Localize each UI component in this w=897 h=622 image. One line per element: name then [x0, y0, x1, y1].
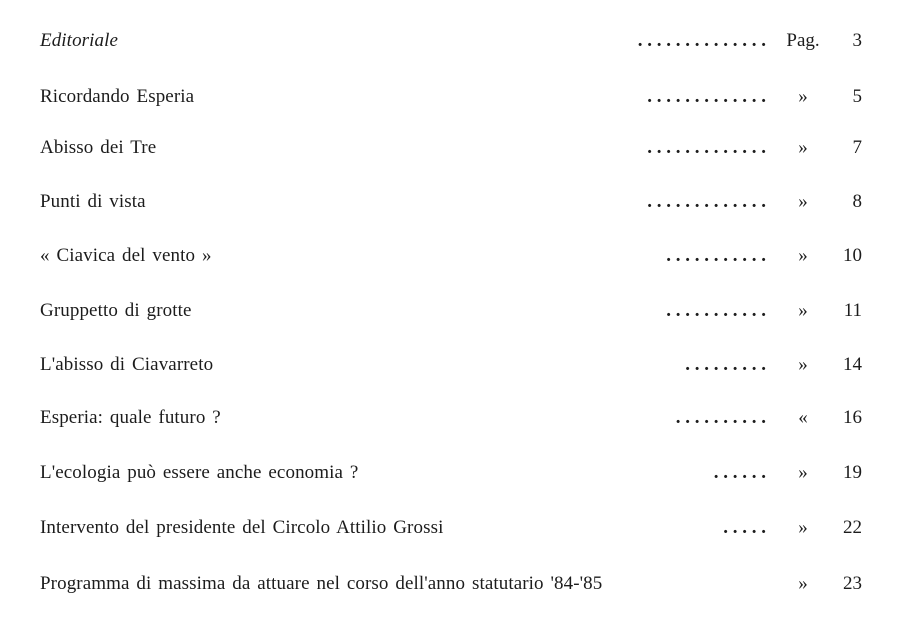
dot-leader: . . . . . . . . . . . . .	[647, 137, 766, 158]
ditto-mark: »	[798, 86, 808, 107]
dot-leader: . . . . . . . . . .	[675, 407, 766, 428]
page-number: 3	[852, 30, 862, 51]
page-marker: Pag.	[786, 30, 820, 51]
toc-entry-editoriale	[40, 26, 862, 56]
ditto-mark: «	[798, 407, 808, 428]
toc-entry-programma-di-massima	[40, 569, 862, 599]
page-number: 7	[852, 137, 862, 158]
page-number: 5	[852, 86, 862, 107]
ditto-mark: »	[798, 517, 808, 538]
toc-entry-ricordando-esperia	[40, 82, 862, 112]
toc-entry-ciavica-del-vento	[40, 241, 862, 271]
ditto-mark: »	[798, 462, 808, 483]
ditto-mark: »	[798, 573, 808, 594]
toc-entry-title: Programma di massima da attuare nel corso dell'anno statutario '84-'85	[40, 573, 603, 594]
toc-entry-abisso-dei-tre	[40, 133, 862, 163]
ditto-mark: »	[798, 245, 808, 266]
toc-entry-punti-di-vista	[40, 187, 862, 217]
dot-leader: . . . . . . . . . . .	[666, 245, 766, 266]
toc-entry-title: Gruppetto di grotte	[40, 300, 192, 321]
page-number: 22	[843, 517, 862, 538]
dot-leader: . . . . . . . . . . . . .	[647, 86, 766, 107]
ditto-mark: »	[798, 191, 808, 212]
page-number: 16	[843, 407, 862, 428]
dot-leader: . . . . .	[723, 517, 766, 538]
toc-entry-intervento-presidente	[40, 513, 862, 543]
toc-entry-title: L'ecologia può essere anche economia ?	[40, 462, 359, 483]
toc-entry-title: « Ciavica del vento »	[40, 245, 212, 266]
page-number: 14	[843, 354, 862, 375]
ditto-mark: »	[798, 137, 808, 158]
dot-leader: . . . . . . . . .	[685, 354, 766, 375]
toc-entry-title: Punti di vista	[40, 191, 146, 212]
toc-entry-abisso-di-ciavarreto	[40, 350, 862, 380]
toc-entry-title: Abisso dei Tre	[40, 137, 157, 158]
dot-leader: . . . . . . . . . . .	[666, 300, 766, 321]
dot-leader: . . . . . . . . . . . . .	[647, 191, 766, 212]
page-number: 19	[843, 462, 862, 483]
ditto-mark: »	[798, 300, 808, 321]
ditto-mark: »	[798, 354, 808, 375]
toc-entry-title: L'abisso di Ciavarreto	[40, 354, 214, 375]
toc-entry-title: Intervento del presidente del Circolo Attilio Grossi	[40, 517, 444, 538]
dot-leader: . . . . . . . . . . . . . .	[637, 30, 766, 51]
toc-entry-esperia-quale-futuro	[40, 403, 862, 433]
toc-entry-gruppetto-di-grotte	[40, 296, 862, 326]
page-number: 10	[843, 245, 862, 266]
toc-entry-title: Editoriale	[40, 30, 119, 51]
dot-leader: . . . . . .	[713, 462, 766, 483]
toc-entry-ecologia-economia	[40, 458, 862, 488]
page-number: 11	[843, 300, 862, 321]
page-number: 8	[852, 191, 862, 212]
toc-entry-title: Ricordando Esperia	[40, 86, 195, 107]
toc-entry-title: Esperia: quale futuro ?	[40, 407, 221, 428]
page-number: 23	[843, 573, 862, 594]
